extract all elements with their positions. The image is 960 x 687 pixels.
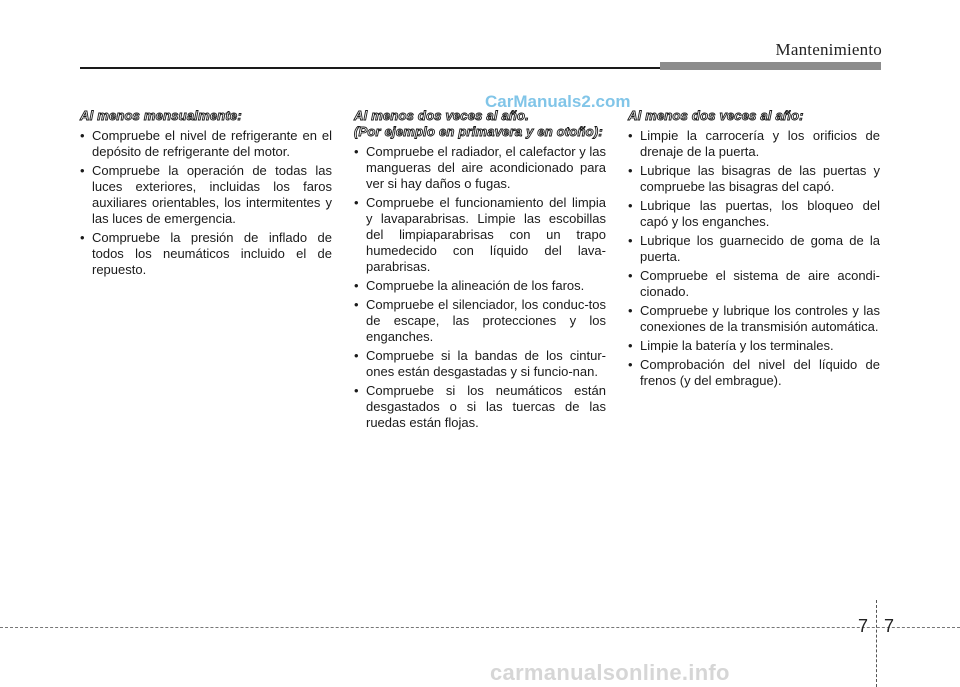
section-heading: Al menos dos veces al año. (Por ejemplo en primavera y en otoño): <box>354 108 603 139</box>
list-item: • Comprobación del nivel del líquido de frenos (y del embrague). <box>628 357 880 389</box>
section-heading: Al menos dos veces al año: <box>628 108 804 123</box>
checklist <box>628 128 880 389</box>
footer-divider <box>0 627 960 628</box>
header-rule-accent <box>660 62 881 70</box>
watermark-footer[interactable]: carmanualsonline.info <box>490 660 730 685</box>
list-item: • Compruebe si la bandas de los cintur-ones están desgastadas y si funcio-nan. <box>354 348 606 380</box>
watermark-logo[interactable]: CarManuals2.com <box>485 92 631 111</box>
list-item: • Compruebe la alineación de los faros. <box>354 278 606 294</box>
list-item: • Compruebe y lubrique los controles y las conexiones de la transmisión automática. <box>628 303 880 335</box>
list-item: • Compruebe el silenciador, los conduc-tos de escape, las protecciones y los enganches. <box>354 297 606 345</box>
chapter-number: 7 <box>858 616 869 636</box>
list-item: • Compruebe la presión de inflado de todos los neumáticos incluido el de repuesto. <box>80 230 332 278</box>
list-item: • Compruebe el radiador, el calefactor y las mangueras del aire acondicionado para ver si hay daños o fugas. <box>354 144 606 192</box>
column-twice-yearly-spring-autumn <box>354 108 606 434</box>
list-item: • Limpie la carrocería y los orificios de drenaje de la puerta. <box>628 128 880 160</box>
list-item: • Lubrique los guarnecido de goma de la puerta. <box>628 233 880 265</box>
header-title: Mantenimiento <box>775 40 882 59</box>
list-item: • Compruebe el nivel de refrigerante en el depósito de refrigerante del motor. <box>80 128 332 160</box>
list-item: • Lubrique las puertas, los bloqueo del capó y los enganches. <box>628 198 880 230</box>
column-twice-yearly <box>628 108 880 392</box>
list-item: • Lubrique las bisagras de las puertas y compruebe las bisagras del capó. <box>628 163 880 195</box>
list-item: • Compruebe el funcionamiento del limpia y lavaparabrisas. Limpie las escobillas del limpiaparabrisas con un trapo humedecido con líquido del lava-parabrisas. <box>354 195 606 275</box>
column-monthly <box>80 108 332 281</box>
page-separator <box>876 600 877 687</box>
list-item: • Compruebe el sistema de aire acondi-cionado. <box>628 268 880 300</box>
section-heading: Al menos mensualmente: <box>80 108 242 123</box>
page-number: 7 <box>884 616 895 636</box>
list-item: • Compruebe si los neumáticos están desgastados o si las tuercas de las ruedas están flojas. <box>354 383 606 431</box>
header-rule <box>80 67 660 69</box>
checklist <box>80 128 332 278</box>
checklist <box>354 144 606 431</box>
list-item: • Compruebe la operación de todas las luces exteriores, incluidas los faros auxiliares orientables, los intermitentes y las luces de emergencia. <box>80 163 332 227</box>
list-item: • Limpie la batería y los terminales. <box>628 338 880 354</box>
